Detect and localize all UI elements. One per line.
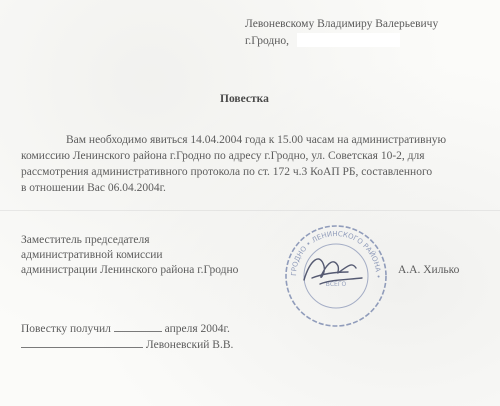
recipient-signature-blank [21, 336, 143, 348]
body-line-4: в отношении Вас 06.04.2004г. [21, 182, 166, 194]
signer-position-line-3: администрации Ленинского района г.Гродно [21, 264, 239, 276]
receipt-line [21, 320, 230, 335]
body-line-1: Вам необходимо явиться 14.04.2004 года к 15.00 часам на административную [66, 134, 447, 146]
signer-name: А.А. Хилько [398, 264, 460, 276]
signer-position-line-1: Заместитель председателя [21, 234, 150, 246]
recipient-line [21, 336, 233, 351]
body-line-2: комиссию Ленинского района г.Гродно по адресу г.Гродно, ул. Советская 10-2, для [21, 150, 425, 162]
stamp-ring-text: ГРОДНО • ЛЕНИНСКОГО РАЙОНА • [289, 229, 383, 279]
official-stamp [282, 222, 390, 330]
redacted-address [297, 33, 400, 47]
document-title: Повестка [220, 93, 269, 105]
stamp-center-text: ВСЕГО [325, 281, 347, 288]
receipt-prefix: Повестку получил [21, 323, 111, 335]
addressee-name: Левоневскому Владимиру Валерьевичу [245, 18, 439, 30]
recipient-name: Левоневский В.В. [145, 339, 234, 351]
signer-position-line-2: административной комиссии [21, 249, 163, 261]
receipt-day-blank [114, 320, 162, 332]
receipt-suffix: апреля 2004г. [164, 323, 230, 335]
body-line-3: рассмотрения административного протокола по ст. 172 ч.3 КоАП РБ, составленного [21, 166, 433, 178]
addressee-city: г.Гродно, [245, 35, 290, 47]
paper-fold [0, 210, 500, 211]
